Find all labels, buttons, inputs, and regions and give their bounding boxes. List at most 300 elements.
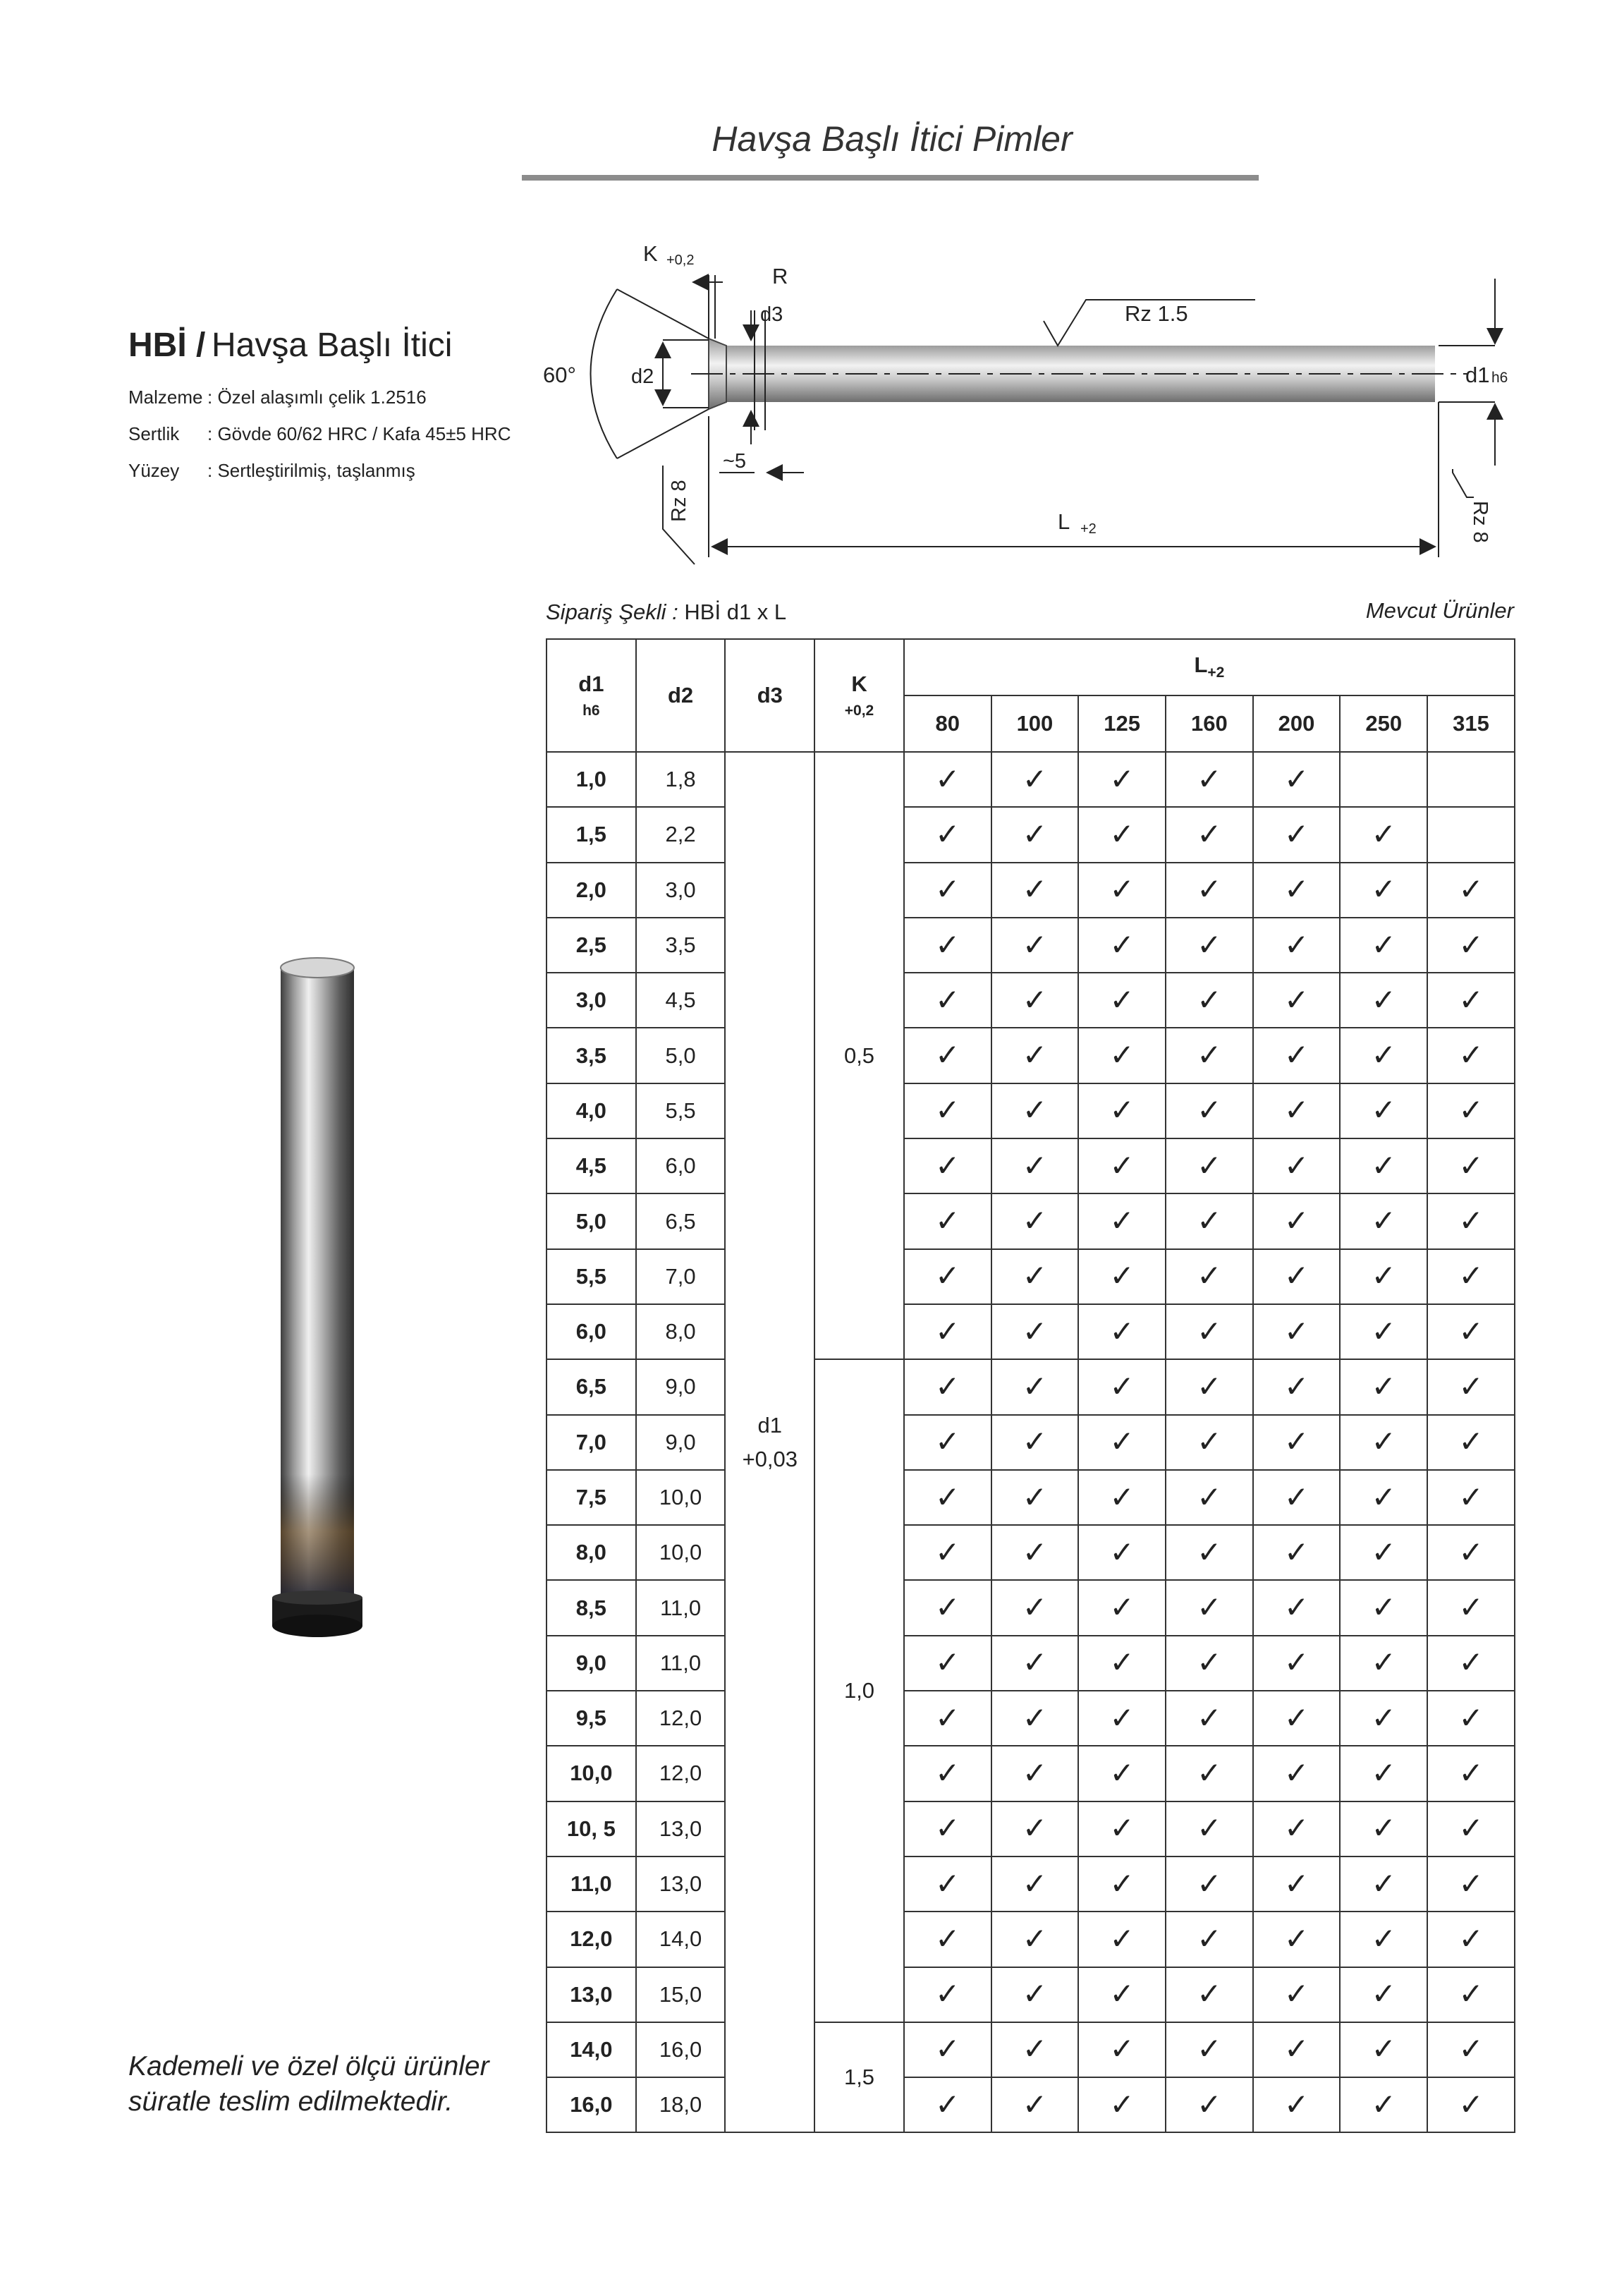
table-row xyxy=(547,1691,1515,1746)
order-code: HBİ d1 x L xyxy=(684,600,787,624)
check-cell xyxy=(1166,1636,1253,1691)
cell-k: 1,0 xyxy=(814,1359,904,2022)
check-cell xyxy=(1166,807,1253,862)
check-cell xyxy=(991,752,1079,807)
checkmark-icon: ✓ xyxy=(1458,2031,1484,2067)
check-cell xyxy=(991,1801,1079,1857)
checkmark-icon: ✓ xyxy=(1458,1313,1484,1349)
cell-d1: 3,0 xyxy=(547,973,636,1028)
check-cell xyxy=(1253,807,1341,862)
check-cell xyxy=(991,1525,1079,1580)
cell-d2: 9,0 xyxy=(636,1359,726,1414)
check-cell xyxy=(1166,1083,1253,1138)
checkmark-icon: ✓ xyxy=(1283,1976,1309,2012)
check-cell xyxy=(904,752,991,807)
check-cell xyxy=(1078,1470,1166,1525)
checkmark-icon: ✓ xyxy=(1371,1424,1396,1459)
checkmark-icon: ✓ xyxy=(1283,982,1309,1017)
check-cell xyxy=(1078,1857,1166,1912)
checkmark-icon: ✓ xyxy=(1458,982,1484,1017)
spec-value: : Özel alaşımlı çelik 1.2516 xyxy=(207,387,427,408)
cell-d1: 3,5 xyxy=(547,1028,636,1083)
d2-label: d2 xyxy=(631,365,654,388)
checkmark-icon: ✓ xyxy=(1371,1148,1396,1183)
check-cell xyxy=(1166,1359,1253,1414)
check-cell xyxy=(1078,1193,1166,1248)
checkmark-icon: ✓ xyxy=(1022,816,1048,851)
checkmark-icon: ✓ xyxy=(1022,1479,1048,1514)
check-cell xyxy=(991,2077,1079,2132)
check-cell xyxy=(904,1580,991,1635)
check-cell xyxy=(991,863,1079,918)
checkmark-icon: ✓ xyxy=(1022,1645,1048,1680)
checkmark-icon: ✓ xyxy=(935,1534,960,1569)
checkmark-icon: ✓ xyxy=(1283,872,1309,907)
checkmark-icon: ✓ xyxy=(1109,1534,1135,1569)
checkmark-icon: ✓ xyxy=(1283,2086,1309,2122)
check-cell xyxy=(1078,2077,1166,2132)
cell-d1: 6,0 xyxy=(547,1304,636,1359)
check-cell xyxy=(1340,1691,1427,1746)
table-body xyxy=(547,752,1515,2132)
col-header-d1 xyxy=(547,639,636,752)
cell-d2: 1,8 xyxy=(636,752,726,807)
d3-value-line: +0,03 xyxy=(742,1446,798,1471)
check-cell xyxy=(1427,918,1515,973)
title-underline xyxy=(522,175,1259,181)
check-cell xyxy=(1340,1746,1427,1801)
checkmark-icon: ✓ xyxy=(1371,1313,1396,1349)
checkmark-icon: ✓ xyxy=(1371,1811,1396,1846)
cell-d2: 3,5 xyxy=(636,918,726,973)
checkmark-icon: ✓ xyxy=(1109,1313,1135,1349)
checkmark-icon: ✓ xyxy=(1022,872,1048,907)
check-cell xyxy=(991,1083,1079,1138)
table-row xyxy=(547,2022,1515,2077)
cell-d1: 1,0 xyxy=(547,752,636,807)
checkmark-icon: ✓ xyxy=(1022,1755,1048,1790)
table-row xyxy=(547,1636,1515,1691)
checkmark-icon: ✓ xyxy=(1109,1424,1135,1459)
cell-d1: 4,0 xyxy=(547,1083,636,1138)
check-cell xyxy=(1253,1801,1341,1857)
check-cell xyxy=(991,918,1079,973)
check-cell xyxy=(1078,1028,1166,1083)
checkmark-icon: ✓ xyxy=(1109,927,1135,962)
table-row xyxy=(547,1249,1515,1304)
col-header-text: K xyxy=(851,672,867,696)
check-cell xyxy=(1427,1636,1515,1691)
check-cell xyxy=(1340,1580,1427,1635)
table-row xyxy=(547,1304,1515,1359)
checkmark-icon: ✓ xyxy=(1371,1093,1396,1128)
checkmark-icon: ✓ xyxy=(1109,1368,1135,1404)
check-cell xyxy=(1166,1857,1253,1912)
checkmark-icon: ✓ xyxy=(1197,927,1222,962)
check-cell xyxy=(1166,1691,1253,1746)
check-cell xyxy=(991,1470,1079,1525)
table-row xyxy=(547,752,1515,807)
cell-d1: 12,0 xyxy=(547,1912,636,1967)
checkmark-icon: ✓ xyxy=(1109,1479,1135,1514)
check-cell xyxy=(1340,2077,1427,2132)
checkmark-icon: ✓ xyxy=(935,1645,960,1680)
checkmark-icon: ✓ xyxy=(1458,1534,1484,1569)
checkmark-icon: ✓ xyxy=(1109,1866,1135,1901)
checkmark-icon: ✓ xyxy=(1371,1590,1396,1625)
col-header-sub: +0,2 xyxy=(844,703,874,719)
check-cell xyxy=(1078,1304,1166,1359)
cell-d2: 12,0 xyxy=(636,1746,726,1801)
cell-d2: 6,5 xyxy=(636,1193,726,1248)
cell-d2: 13,0 xyxy=(636,1801,726,1857)
check-cell xyxy=(1166,1525,1253,1580)
cell-d2: 15,0 xyxy=(636,1967,726,2022)
check-cell xyxy=(991,1580,1079,1635)
checkmark-icon: ✓ xyxy=(1197,2031,1222,2067)
checkmark-icon: ✓ xyxy=(1022,1811,1048,1846)
check-cell xyxy=(991,1304,1079,1359)
check-cell xyxy=(1427,1801,1515,1857)
checkmark-icon: ✓ xyxy=(1197,872,1222,907)
checkmark-icon: ✓ xyxy=(935,1590,960,1625)
table-row xyxy=(547,1967,1515,2022)
checkmark-icon: ✓ xyxy=(1458,1645,1484,1680)
check-cell xyxy=(1340,863,1427,918)
col-header-text: L xyxy=(1194,652,1208,678)
check-cell xyxy=(1427,1249,1515,1304)
checkmark-icon: ✓ xyxy=(1371,872,1396,907)
checkmark-icon: ✓ xyxy=(1022,2031,1048,2067)
check-cell xyxy=(904,1028,991,1083)
checkmark-icon: ✓ xyxy=(1197,1313,1222,1349)
check-cell xyxy=(991,807,1079,862)
check-cell xyxy=(1253,1746,1341,1801)
check-cell xyxy=(1166,1415,1253,1470)
cell-d2: 7,0 xyxy=(636,1249,726,1304)
checkmark-icon: ✓ xyxy=(935,982,960,1017)
table-row xyxy=(547,807,1515,862)
checkmark-icon: ✓ xyxy=(1109,1258,1135,1294)
check-cell xyxy=(1340,1138,1427,1193)
checkmark-icon: ✓ xyxy=(1109,1148,1135,1183)
product-name: Havşa Başlı İtici xyxy=(212,327,453,364)
checkmark-icon: ✓ xyxy=(1283,2031,1309,2067)
cell-d2: 8,0 xyxy=(636,1304,726,1359)
checkmark-icon: ✓ xyxy=(1458,1093,1484,1128)
table-row xyxy=(547,1138,1515,1193)
cell-d2: 14,0 xyxy=(636,1912,726,1967)
k-label: K xyxy=(643,241,658,266)
table-row xyxy=(547,1415,1515,1470)
check-cell xyxy=(991,1249,1079,1304)
check-cell xyxy=(904,918,991,973)
check-cell xyxy=(1078,1359,1166,1414)
cell-d2: 10,0 xyxy=(636,1470,726,1525)
checkmark-icon: ✓ xyxy=(935,927,960,962)
checkmark-icon: ✓ xyxy=(1109,1921,1135,1956)
checkmark-icon: ✓ xyxy=(1197,1811,1222,1846)
checkmark-icon: ✓ xyxy=(935,1811,960,1846)
checkmark-icon: ✓ xyxy=(1109,1755,1135,1790)
col-header-sub: h6 xyxy=(582,703,600,719)
checkmark-icon: ✓ xyxy=(1109,1203,1135,1239)
check-cell xyxy=(1427,1193,1515,1248)
check-cell xyxy=(1166,1193,1253,1248)
checkmark-icon: ✓ xyxy=(1283,1258,1309,1294)
check-cell xyxy=(1427,1415,1515,1470)
checkmark-icon: ✓ xyxy=(935,1976,960,2012)
table-row xyxy=(547,1580,1515,1635)
checkmark-icon: ✓ xyxy=(1197,1424,1222,1459)
table-row xyxy=(547,1857,1515,1912)
length-header: 250 xyxy=(1340,695,1427,752)
pin-photo xyxy=(268,952,367,1651)
checkmark-icon: ✓ xyxy=(1458,1479,1484,1514)
check-cell xyxy=(991,1138,1079,1193)
check-cell xyxy=(1427,1083,1515,1138)
check-cell xyxy=(991,1359,1079,1414)
check-cell xyxy=(1253,1691,1341,1746)
check-cell xyxy=(1253,1525,1341,1580)
cell-d1: 2,0 xyxy=(547,863,636,918)
checkmark-icon: ✓ xyxy=(1022,1700,1048,1735)
checkmark-icon: ✓ xyxy=(1197,1866,1222,1901)
table-row xyxy=(547,1083,1515,1138)
check-cell xyxy=(904,1193,991,1248)
checkmark-icon: ✓ xyxy=(1022,1424,1048,1459)
check-cell xyxy=(904,973,991,1028)
check-cell xyxy=(1078,1746,1166,1801)
cell-d2: 11,0 xyxy=(636,1636,726,1691)
checkmark-icon: ✓ xyxy=(1109,872,1135,907)
checkmark-icon: ✓ xyxy=(1109,2031,1135,2067)
check-cell xyxy=(1253,1636,1341,1691)
checkmark-icon: ✓ xyxy=(935,1148,960,1183)
checkmark-icon: ✓ xyxy=(1283,1811,1309,1846)
check-cell xyxy=(1253,1967,1341,2022)
checkmark-icon: ✓ xyxy=(1371,1479,1396,1514)
checkmark-icon: ✓ xyxy=(1283,1368,1309,1404)
checkmark-icon: ✓ xyxy=(1283,761,1309,796)
checkmark-icon: ✓ xyxy=(1022,927,1048,962)
checkmark-icon: ✓ xyxy=(935,1038,960,1073)
check-cell xyxy=(1427,1967,1515,2022)
cell-d1: 1,5 xyxy=(547,807,636,862)
checkmark-icon: ✓ xyxy=(935,1921,960,1956)
check-cell xyxy=(1253,2022,1341,2077)
check-cell xyxy=(1253,973,1341,1028)
cell-d2: 2,2 xyxy=(636,807,726,862)
checkmark-icon: ✓ xyxy=(1197,1203,1222,1239)
check-cell xyxy=(904,1967,991,2022)
checkmark-icon: ✓ xyxy=(1197,1148,1222,1183)
checkmark-icon: ✓ xyxy=(1458,872,1484,907)
check-cell xyxy=(1340,1967,1427,2022)
checkmark-icon: ✓ xyxy=(1283,1148,1309,1183)
checkmark-icon: ✓ xyxy=(1283,1038,1309,1073)
spec-value: : Gövde 60/62 HRC / Kafa 45±5 HRC xyxy=(207,423,511,444)
check-cell xyxy=(904,1249,991,1304)
checkmark-icon: ✓ xyxy=(1109,1811,1135,1846)
checkmark-icon: ✓ xyxy=(1109,761,1135,796)
l-label: L xyxy=(1058,509,1070,534)
checkmark-icon: ✓ xyxy=(1197,1479,1222,1514)
check-cell xyxy=(1166,1138,1253,1193)
check-cell xyxy=(904,1801,991,1857)
checkmark-icon: ✓ xyxy=(1109,816,1135,851)
rz15-label: Rz 1.5 xyxy=(1125,301,1188,326)
check-cell xyxy=(1253,1083,1341,1138)
check-cell xyxy=(1253,1580,1341,1635)
checkmark-icon: ✓ xyxy=(1458,2086,1484,2122)
checkmark-icon: ✓ xyxy=(1371,1203,1396,1239)
check-cell xyxy=(991,1028,1079,1083)
checkmark-icon: ✓ xyxy=(1283,816,1309,851)
check-cell xyxy=(904,1746,991,1801)
checkmark-icon: ✓ xyxy=(935,761,960,796)
empty-cell xyxy=(1340,752,1427,807)
check-cell xyxy=(991,1193,1079,1248)
check-cell xyxy=(1340,807,1427,862)
check-cell xyxy=(1166,1580,1253,1635)
checkmark-icon: ✓ xyxy=(1458,1148,1484,1183)
checkmark-icon: ✓ xyxy=(1371,1258,1396,1294)
col-header-sub: +2 xyxy=(1207,664,1225,681)
checkmark-icon: ✓ xyxy=(1283,1093,1309,1128)
check-cell xyxy=(1078,1912,1166,1967)
check-cell xyxy=(904,863,991,918)
checkmark-icon: ✓ xyxy=(1022,1368,1048,1404)
checkmark-icon: ✓ xyxy=(1458,1590,1484,1625)
check-cell xyxy=(991,973,1079,1028)
checkmark-icon: ✓ xyxy=(1109,2086,1135,2122)
col-header-text: d1 xyxy=(578,672,604,696)
cell-d1: 8,5 xyxy=(547,1580,636,1635)
check-cell xyxy=(1166,1967,1253,2022)
checkmark-icon: ✓ xyxy=(1022,1866,1048,1901)
cell-d1: 5,5 xyxy=(547,1249,636,1304)
product-code: HBİ / xyxy=(128,327,206,364)
checkmark-icon: ✓ xyxy=(1022,1093,1048,1128)
cell-d1: 2,5 xyxy=(547,918,636,973)
available-products-label: Mevcut Ürünler xyxy=(1365,598,1514,623)
checkmark-icon: ✓ xyxy=(1022,1921,1048,1956)
check-cell xyxy=(904,1525,991,1580)
check-cell xyxy=(1253,1857,1341,1912)
availability-table xyxy=(546,638,1515,2133)
checkmark-icon: ✓ xyxy=(1197,1590,1222,1625)
d3-value-line: d1 xyxy=(757,1412,783,1438)
checkmark-icon: ✓ xyxy=(1197,1534,1222,1569)
checkmark-icon: ✓ xyxy=(1109,1590,1135,1625)
check-cell xyxy=(1340,1525,1427,1580)
checkmark-icon: ✓ xyxy=(1022,2086,1048,2122)
checkmark-icon: ✓ xyxy=(935,1755,960,1790)
check-cell xyxy=(1253,2077,1341,2132)
check-cell xyxy=(1340,973,1427,1028)
checkmark-icon: ✓ xyxy=(1022,1534,1048,1569)
check-cell xyxy=(1078,1801,1166,1857)
checkmark-icon: ✓ xyxy=(1197,1700,1222,1735)
checkmark-icon: ✓ xyxy=(1283,1866,1309,1901)
length-header: 315 xyxy=(1427,695,1515,752)
checkmark-icon: ✓ xyxy=(1283,1424,1309,1459)
table-row xyxy=(547,1525,1515,1580)
check-cell xyxy=(1340,1304,1427,1359)
page-title: Havşa Başlı İtici Pimler xyxy=(712,119,1073,159)
check-cell xyxy=(1253,918,1341,973)
checkmark-icon: ✓ xyxy=(1022,761,1048,796)
checkmark-icon: ✓ xyxy=(1022,1976,1048,2012)
check-cell xyxy=(1427,1138,1515,1193)
check-cell xyxy=(1340,1193,1427,1248)
col-header-d3: d3 xyxy=(725,639,814,752)
checkmark-icon: ✓ xyxy=(1283,927,1309,962)
check-cell xyxy=(1253,1028,1341,1083)
cell-d1: 9,0 xyxy=(547,1636,636,1691)
check-cell xyxy=(991,1967,1079,2022)
r-label: R xyxy=(772,264,788,288)
checkmark-icon: ✓ xyxy=(1283,1203,1309,1239)
cell-d2: 3,0 xyxy=(636,863,726,918)
check-cell xyxy=(991,2022,1079,2077)
check-cell xyxy=(1253,1138,1341,1193)
check-cell xyxy=(904,1636,991,1691)
table-row xyxy=(547,1746,1515,1801)
spec-label: Yüzey xyxy=(128,460,180,481)
spec-material xyxy=(128,387,427,408)
cell-d2: 16,0 xyxy=(636,2022,726,2077)
check-cell xyxy=(1253,1415,1341,1470)
cell-d2: 9,0 xyxy=(636,1415,726,1470)
table-row xyxy=(547,1193,1515,1248)
checkmark-icon: ✓ xyxy=(1458,1921,1484,1956)
check-cell xyxy=(991,1912,1079,1967)
cell-d3 xyxy=(725,752,814,2132)
footer-note xyxy=(128,2049,489,2120)
check-cell xyxy=(904,1691,991,1746)
cell-d2: 18,0 xyxy=(636,2077,726,2132)
check-cell xyxy=(1078,807,1166,862)
check-cell xyxy=(1166,1470,1253,1525)
checkmark-icon: ✓ xyxy=(1197,816,1222,851)
length-header: 160 xyxy=(1166,695,1253,752)
check-cell xyxy=(904,1912,991,1967)
spec-value: : Sertleştirilmiş, taşlanmış xyxy=(207,460,415,481)
check-cell xyxy=(1078,1249,1166,1304)
check-cell xyxy=(1078,1967,1166,2022)
empty-cell xyxy=(1427,807,1515,862)
cell-d1: 14,0 xyxy=(547,2022,636,2077)
check-cell xyxy=(1166,1801,1253,1857)
check-cell xyxy=(1340,2022,1427,2077)
checkmark-icon: ✓ xyxy=(935,2031,960,2067)
cell-d2: 13,0 xyxy=(636,1857,726,1912)
cell-k: 0,5 xyxy=(814,752,904,1359)
checkmark-icon: ✓ xyxy=(935,872,960,907)
table-row xyxy=(547,918,1515,973)
check-cell xyxy=(1427,1912,1515,1967)
check-cell xyxy=(1078,2022,1166,2077)
check-cell xyxy=(1166,2022,1253,2077)
col-header-d2: d2 xyxy=(636,639,726,752)
check-cell xyxy=(1253,752,1341,807)
cell-d2: 5,5 xyxy=(636,1083,726,1138)
footer-line: süratle teslim edilmektedir. xyxy=(128,2086,453,2117)
cell-d1: 10, 5 xyxy=(547,1801,636,1857)
order-format xyxy=(546,600,786,625)
